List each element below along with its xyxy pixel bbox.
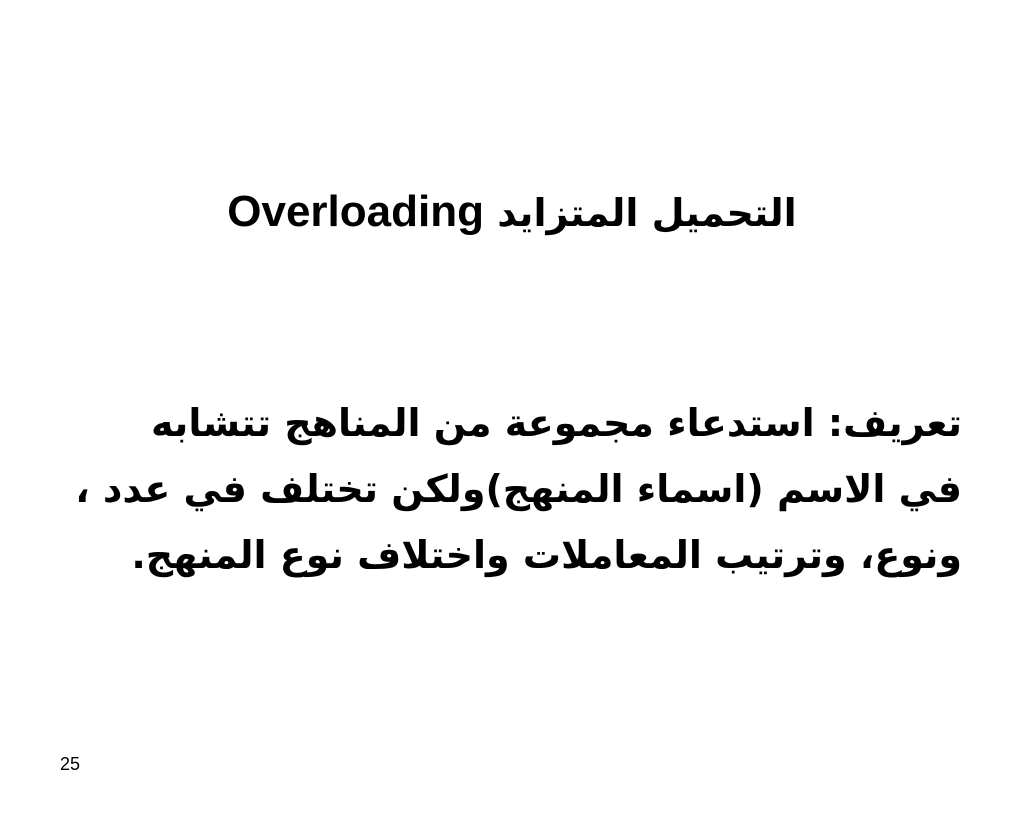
definition-line-3: ونوع، وترتيب المعاملات واختلاف نوع المنهج. — [131, 533, 962, 577]
definition-line-2: في الاسم (اسماء المنهج)ولكن تختلف في عدد ، — [75, 467, 962, 511]
definition-paragraph — [75, 390, 962, 588]
page-number: 25 — [60, 754, 81, 774]
title-arabic: التحميل المتزايد — [497, 191, 797, 235]
slide-title — [80, 182, 944, 243]
definition-line-1: تعريف: استدعاء مجموعة من المناهج تتشابه — [151, 401, 962, 445]
title-latin: Overloading — [227, 187, 484, 236]
